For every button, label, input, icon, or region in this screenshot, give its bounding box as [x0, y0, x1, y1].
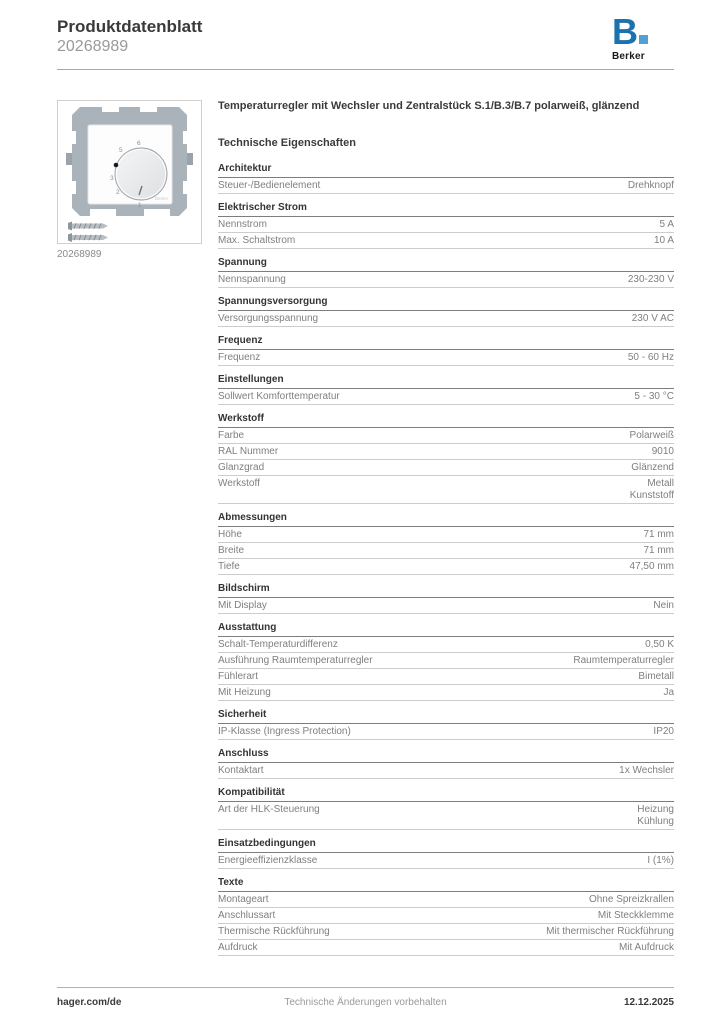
spec-section-title: Sicherheit — [218, 709, 674, 724]
page-header — [57, 11, 674, 62]
header-titles — [57, 16, 202, 57]
spec-value: Mit Aufdruck — [618, 941, 674, 953]
spec-row — [218, 178, 674, 194]
spec-value: Bimetall — [638, 670, 674, 682]
spec-section-title: Ausstattung — [218, 622, 674, 637]
header-divider — [57, 69, 674, 70]
spec-section-title: Architektur — [218, 163, 674, 178]
spec-section — [218, 748, 674, 779]
page-footer — [57, 987, 674, 1008]
spec-label: Nennspannung — [218, 273, 286, 285]
logo-dot-icon — [639, 35, 648, 44]
spec-row — [218, 598, 674, 614]
spec-value: 10 A — [653, 234, 674, 246]
spec-section-title: Einstellungen — [218, 374, 674, 389]
spec-label: Mit Heizung — [218, 686, 271, 698]
spec-section — [218, 787, 674, 830]
footer-website: hager.com/de — [57, 997, 122, 1008]
spec-column — [218, 100, 674, 956]
footer-disclaimer: Technische Änderungen vorbehalten — [284, 997, 447, 1008]
spec-label: Mit Display — [218, 599, 267, 611]
spec-section-title: Werkstoff — [218, 413, 674, 428]
spec-value: Nein — [653, 599, 674, 611]
spec-label: Farbe — [218, 429, 245, 441]
spec-row — [218, 637, 674, 653]
spec-row — [218, 853, 674, 869]
spec-value: 1x Wechsler — [619, 764, 674, 776]
thermostat-illustration — [58, 101, 201, 243]
spec-section-title: Einsatzbedingungen — [218, 838, 674, 853]
spec-section-title: Spannung — [218, 257, 674, 272]
logo-mark — [612, 11, 648, 52]
spec-row — [218, 311, 674, 327]
spec-value: 50 - 60 Hz — [627, 351, 674, 363]
spec-value: Polarweiß — [629, 429, 674, 441]
spec-row — [218, 233, 674, 249]
svg-text:5: 5 — [119, 147, 123, 154]
svg-text:3: 3 — [110, 175, 114, 182]
spec-label: Energieeffizienzklasse — [218, 854, 318, 866]
spec-row — [218, 763, 674, 779]
spec-label: Tiefe — [218, 560, 240, 572]
spec-value: Metall Kunststoff — [629, 477, 674, 501]
spec-row — [218, 559, 674, 575]
spec-section — [218, 838, 674, 869]
spec-value: 71 mm — [643, 544, 674, 556]
spec-row — [218, 802, 674, 830]
product-title: Temperaturregler mit Wechsler und Zentralstück S.1/B.3/B.7 polarweiß, glänzend — [218, 100, 640, 112]
spec-section — [218, 512, 674, 575]
spec-value: Ohne Spreizkrallen — [588, 893, 674, 905]
spec-label: IP-Klasse (Ingress Protection) — [218, 725, 351, 737]
spec-value: Mit thermischer Rückführung — [546, 925, 674, 937]
content-area — [57, 100, 674, 956]
spec-label: Werkstoff — [218, 477, 260, 489]
spec-section — [218, 335, 674, 366]
spec-value: 230-230 V — [627, 273, 674, 285]
document-number: 20268989 — [57, 38, 129, 56]
spec-value: Raumtemperaturregler — [573, 654, 674, 666]
spec-row — [218, 428, 674, 444]
product-image-column — [57, 100, 203, 956]
spec-section — [218, 202, 674, 249]
spec-value: 9010 — [651, 445, 674, 457]
spec-label: Breite — [218, 544, 245, 556]
spec-section-title: Kompatibilität — [218, 787, 674, 802]
spec-section-title: Elektrischer Strom — [218, 202, 674, 217]
spec-row — [218, 724, 674, 740]
spec-label: Aufdruck — [218, 941, 258, 953]
spec-label: Nennstrom — [218, 218, 267, 230]
berker-logo — [612, 11, 648, 62]
svg-text:Berker: Berker — [155, 196, 169, 201]
spec-row — [218, 217, 674, 233]
spec-value: Glänzend — [631, 461, 674, 473]
spec-value: IP20 — [653, 725, 674, 737]
spec-value: Ja — [663, 686, 674, 698]
spec-label: Art der HLK-Steuerung — [218, 803, 320, 815]
spec-value: Mit Steckklemme — [597, 909, 674, 921]
spec-value: 230 V AC — [631, 312, 674, 324]
spec-label: Ausführung Raumtemperaturregler — [218, 654, 373, 666]
spec-value: 71 mm — [643, 528, 674, 540]
spec-section-title: Frequenz — [218, 335, 674, 350]
spec-label: Schalt-Temperaturdifferenz — [218, 638, 338, 650]
spec-value: Drehknopf — [627, 179, 674, 191]
spec-label: Anschlussart — [218, 909, 276, 921]
spec-row — [218, 924, 674, 940]
spec-label: Max. Schaltstrom — [218, 234, 296, 246]
spec-row — [218, 272, 674, 288]
spec-section — [218, 374, 674, 405]
screws-illustration — [68, 222, 108, 243]
spec-label: Steuer-/Bedienelement — [218, 179, 321, 191]
spec-row — [218, 350, 674, 366]
spec-row — [218, 653, 674, 669]
product-image — [57, 100, 202, 244]
rotary-knob — [115, 148, 167, 200]
spec-section — [218, 163, 674, 194]
svg-text:1: 1 — [138, 202, 142, 209]
spec-row — [218, 892, 674, 908]
spec-label: Höhe — [218, 528, 242, 540]
product-image-caption: 20268989 — [57, 249, 102, 260]
tech-properties-heading: Technische Eigenschaften — [218, 137, 356, 150]
spec-label: Versorgungsspannung — [218, 312, 319, 324]
spec-row — [218, 908, 674, 924]
spec-label: Sollwert Komforttemperatur — [218, 390, 340, 402]
spec-label: Montageart — [218, 893, 269, 905]
spec-label: RAL Nummer — [218, 445, 279, 457]
svg-text:6: 6 — [137, 140, 141, 147]
spec-section — [218, 257, 674, 288]
spec-value: 5 A — [659, 218, 674, 230]
logo-brand-name: Berker — [612, 51, 645, 62]
spec-value: 47,50 mm — [629, 560, 674, 572]
spec-row — [218, 476, 674, 504]
spec-value: 0,50 K — [645, 638, 674, 650]
spec-value: Heizung Kühlung — [637, 803, 674, 827]
spec-row — [218, 940, 674, 956]
logo-letter: B — [612, 11, 637, 52]
spec-section — [218, 296, 674, 327]
spec-label: Thermische Rückführung — [218, 925, 330, 937]
spec-label: Frequenz — [218, 351, 261, 363]
spec-section-title: Texte — [218, 877, 674, 892]
spec-row — [218, 527, 674, 543]
spec-section-title: Anschluss — [218, 748, 674, 763]
spec-section — [218, 583, 674, 614]
spec-section — [218, 877, 674, 956]
spec-section — [218, 622, 674, 701]
spec-label: Glanzgrad — [218, 461, 265, 473]
spec-row — [218, 685, 674, 701]
spec-row — [218, 669, 674, 685]
svg-text:2: 2 — [116, 189, 120, 196]
spec-table — [218, 163, 674, 956]
spec-row — [218, 543, 674, 559]
spec-label: Kontaktart — [218, 764, 264, 776]
spec-section-title: Abmessungen — [218, 512, 674, 527]
page-title: Produktdatenblatt — [57, 17, 203, 36]
frost-dot-icon — [114, 163, 119, 168]
footer-date: 12.12.2025 — [623, 997, 674, 1008]
spec-section — [218, 413, 674, 504]
spec-label: Fühlerart — [218, 670, 259, 682]
spec-section — [218, 709, 674, 740]
spec-row — [218, 389, 674, 405]
spec-row — [218, 460, 674, 476]
spec-row — [218, 444, 674, 460]
spec-section-title: Bildschirm — [218, 583, 674, 598]
spec-value: 5 - 30 °C — [634, 390, 674, 402]
spec-section-title: Spannungsversorgung — [218, 296, 674, 311]
spec-value: I (1%) — [647, 854, 674, 866]
